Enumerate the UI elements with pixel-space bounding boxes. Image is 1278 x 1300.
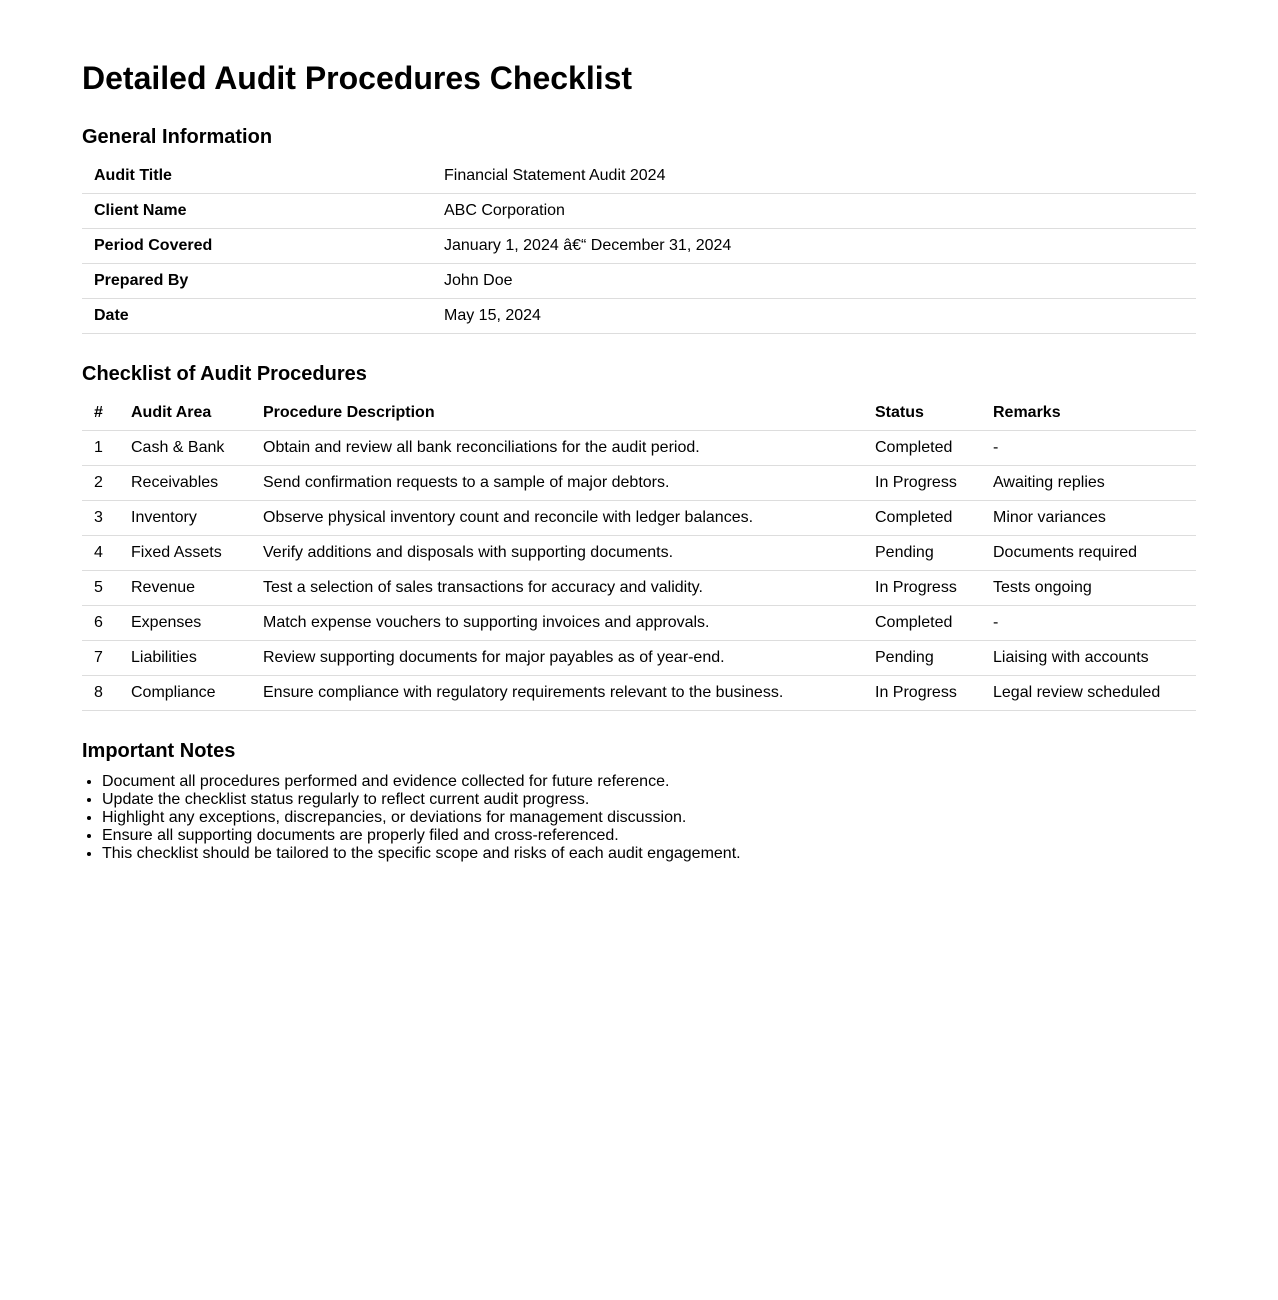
info-value: John Doe	[432, 264, 1196, 299]
important-notes-list	[82, 773, 1196, 863]
procedure-description: Review supporting documents for major payables as of year-end.	[251, 641, 863, 676]
table-row	[82, 676, 1196, 711]
list-item: • Update the checklist status regularly to reflect current audit progress.	[102, 791, 1196, 809]
table-row	[82, 641, 1196, 676]
status: In Progress	[863, 466, 981, 501]
info-value: ABC Corporation	[432, 194, 1196, 229]
table-row	[82, 466, 1196, 501]
row-number: 6	[82, 606, 119, 641]
remarks: -	[981, 606, 1196, 641]
list-item: • Ensure all supporting documents are properly filed and cross-referenced.	[102, 827, 1196, 845]
row-number: 8	[82, 676, 119, 711]
info-value: January 1, 2024 â€“ December 31, 2024	[432, 229, 1196, 264]
procedure-description: Match expense vouchers to supporting invoices and approvals.	[251, 606, 863, 641]
status: Completed	[863, 501, 981, 536]
info-row-date	[82, 299, 1196, 334]
status: Pending	[863, 536, 981, 571]
table-row	[82, 431, 1196, 466]
row-number: 1	[82, 431, 119, 466]
table-row	[82, 536, 1196, 571]
important-notes-heading: Important Notes	[82, 740, 236, 762]
list-item: • This checklist should be tailored to the specific scope and risks of each audit engagement.	[102, 845, 1196, 863]
status: In Progress	[863, 676, 981, 711]
procedure-description: Send confirmation requests to a sample of major debtors.	[251, 466, 863, 501]
general-information-table	[82, 159, 1196, 334]
row-number: 5	[82, 571, 119, 606]
status: In Progress	[863, 571, 981, 606]
info-row-audit-title	[82, 159, 1196, 194]
audit-area: Liabilities	[119, 641, 251, 676]
page-title: Detailed Audit Procedures Checklist	[82, 60, 633, 96]
remarks: Minor variances	[981, 501, 1196, 536]
info-row-client-name	[82, 194, 1196, 229]
info-row-period-covered	[82, 229, 1196, 264]
general-information-heading: General Information	[82, 126, 273, 148]
column-header-number: #	[82, 396, 119, 431]
remarks: -	[981, 431, 1196, 466]
row-number: 3	[82, 501, 119, 536]
audit-area: Expenses	[119, 606, 251, 641]
audit-area: Compliance	[119, 676, 251, 711]
table-row	[82, 606, 1196, 641]
procedure-description: Test a selection of sales transactions for accuracy and validity.	[251, 571, 863, 606]
procedure-description: Verify additions and disposals with supporting documents.	[251, 536, 863, 571]
remarks: Awaiting replies	[981, 466, 1196, 501]
info-label: Prepared By	[82, 264, 432, 299]
remarks: Liaising with accounts	[981, 641, 1196, 676]
column-header-audit-area: Audit Area	[119, 396, 251, 431]
list-item: • Highlight any exceptions, discrepancies, or deviations for management discussion.	[102, 809, 1196, 827]
audit-area: Receivables	[119, 466, 251, 501]
procedure-description: Ensure compliance with regulatory requirements relevant to the business.	[251, 676, 863, 711]
column-header-procedure-description: Procedure Description	[251, 396, 863, 431]
status: Pending	[863, 641, 981, 676]
info-label: Period Covered	[82, 229, 432, 264]
list-item: • Document all procedures performed and evidence collected for future reference.	[102, 773, 1196, 791]
remarks: Tests ongoing	[981, 571, 1196, 606]
audit-area: Inventory	[119, 501, 251, 536]
procedure-description: Observe physical inventory count and reconcile with ledger balances.	[251, 501, 863, 536]
audit-area: Fixed Assets	[119, 536, 251, 571]
table-row	[82, 501, 1196, 536]
info-label: Audit Title	[82, 159, 432, 194]
info-value: Financial Statement Audit 2024	[432, 159, 1196, 194]
row-number: 2	[82, 466, 119, 501]
info-row-prepared-by	[82, 264, 1196, 299]
info-value: May 15, 2024	[432, 299, 1196, 334]
table-header-row	[82, 396, 1196, 431]
audit-area: Cash & Bank	[119, 431, 251, 466]
procedure-description: Obtain and review all bank reconciliations for the audit period.	[251, 431, 863, 466]
info-label: Date	[82, 299, 432, 334]
status: Completed	[863, 606, 981, 641]
table-row	[82, 571, 1196, 606]
status: Completed	[863, 431, 981, 466]
checklist-heading: Checklist of Audit Procedures	[82, 363, 367, 385]
column-header-remarks: Remarks	[981, 396, 1196, 431]
info-label: Client Name	[82, 194, 432, 229]
audit-area: Revenue	[119, 571, 251, 606]
row-number: 4	[82, 536, 119, 571]
column-header-status: Status	[863, 396, 981, 431]
audit-procedures-table	[82, 396, 1196, 711]
remarks: Legal review scheduled	[981, 676, 1196, 711]
row-number: 7	[82, 641, 119, 676]
remarks: Documents required	[981, 536, 1196, 571]
